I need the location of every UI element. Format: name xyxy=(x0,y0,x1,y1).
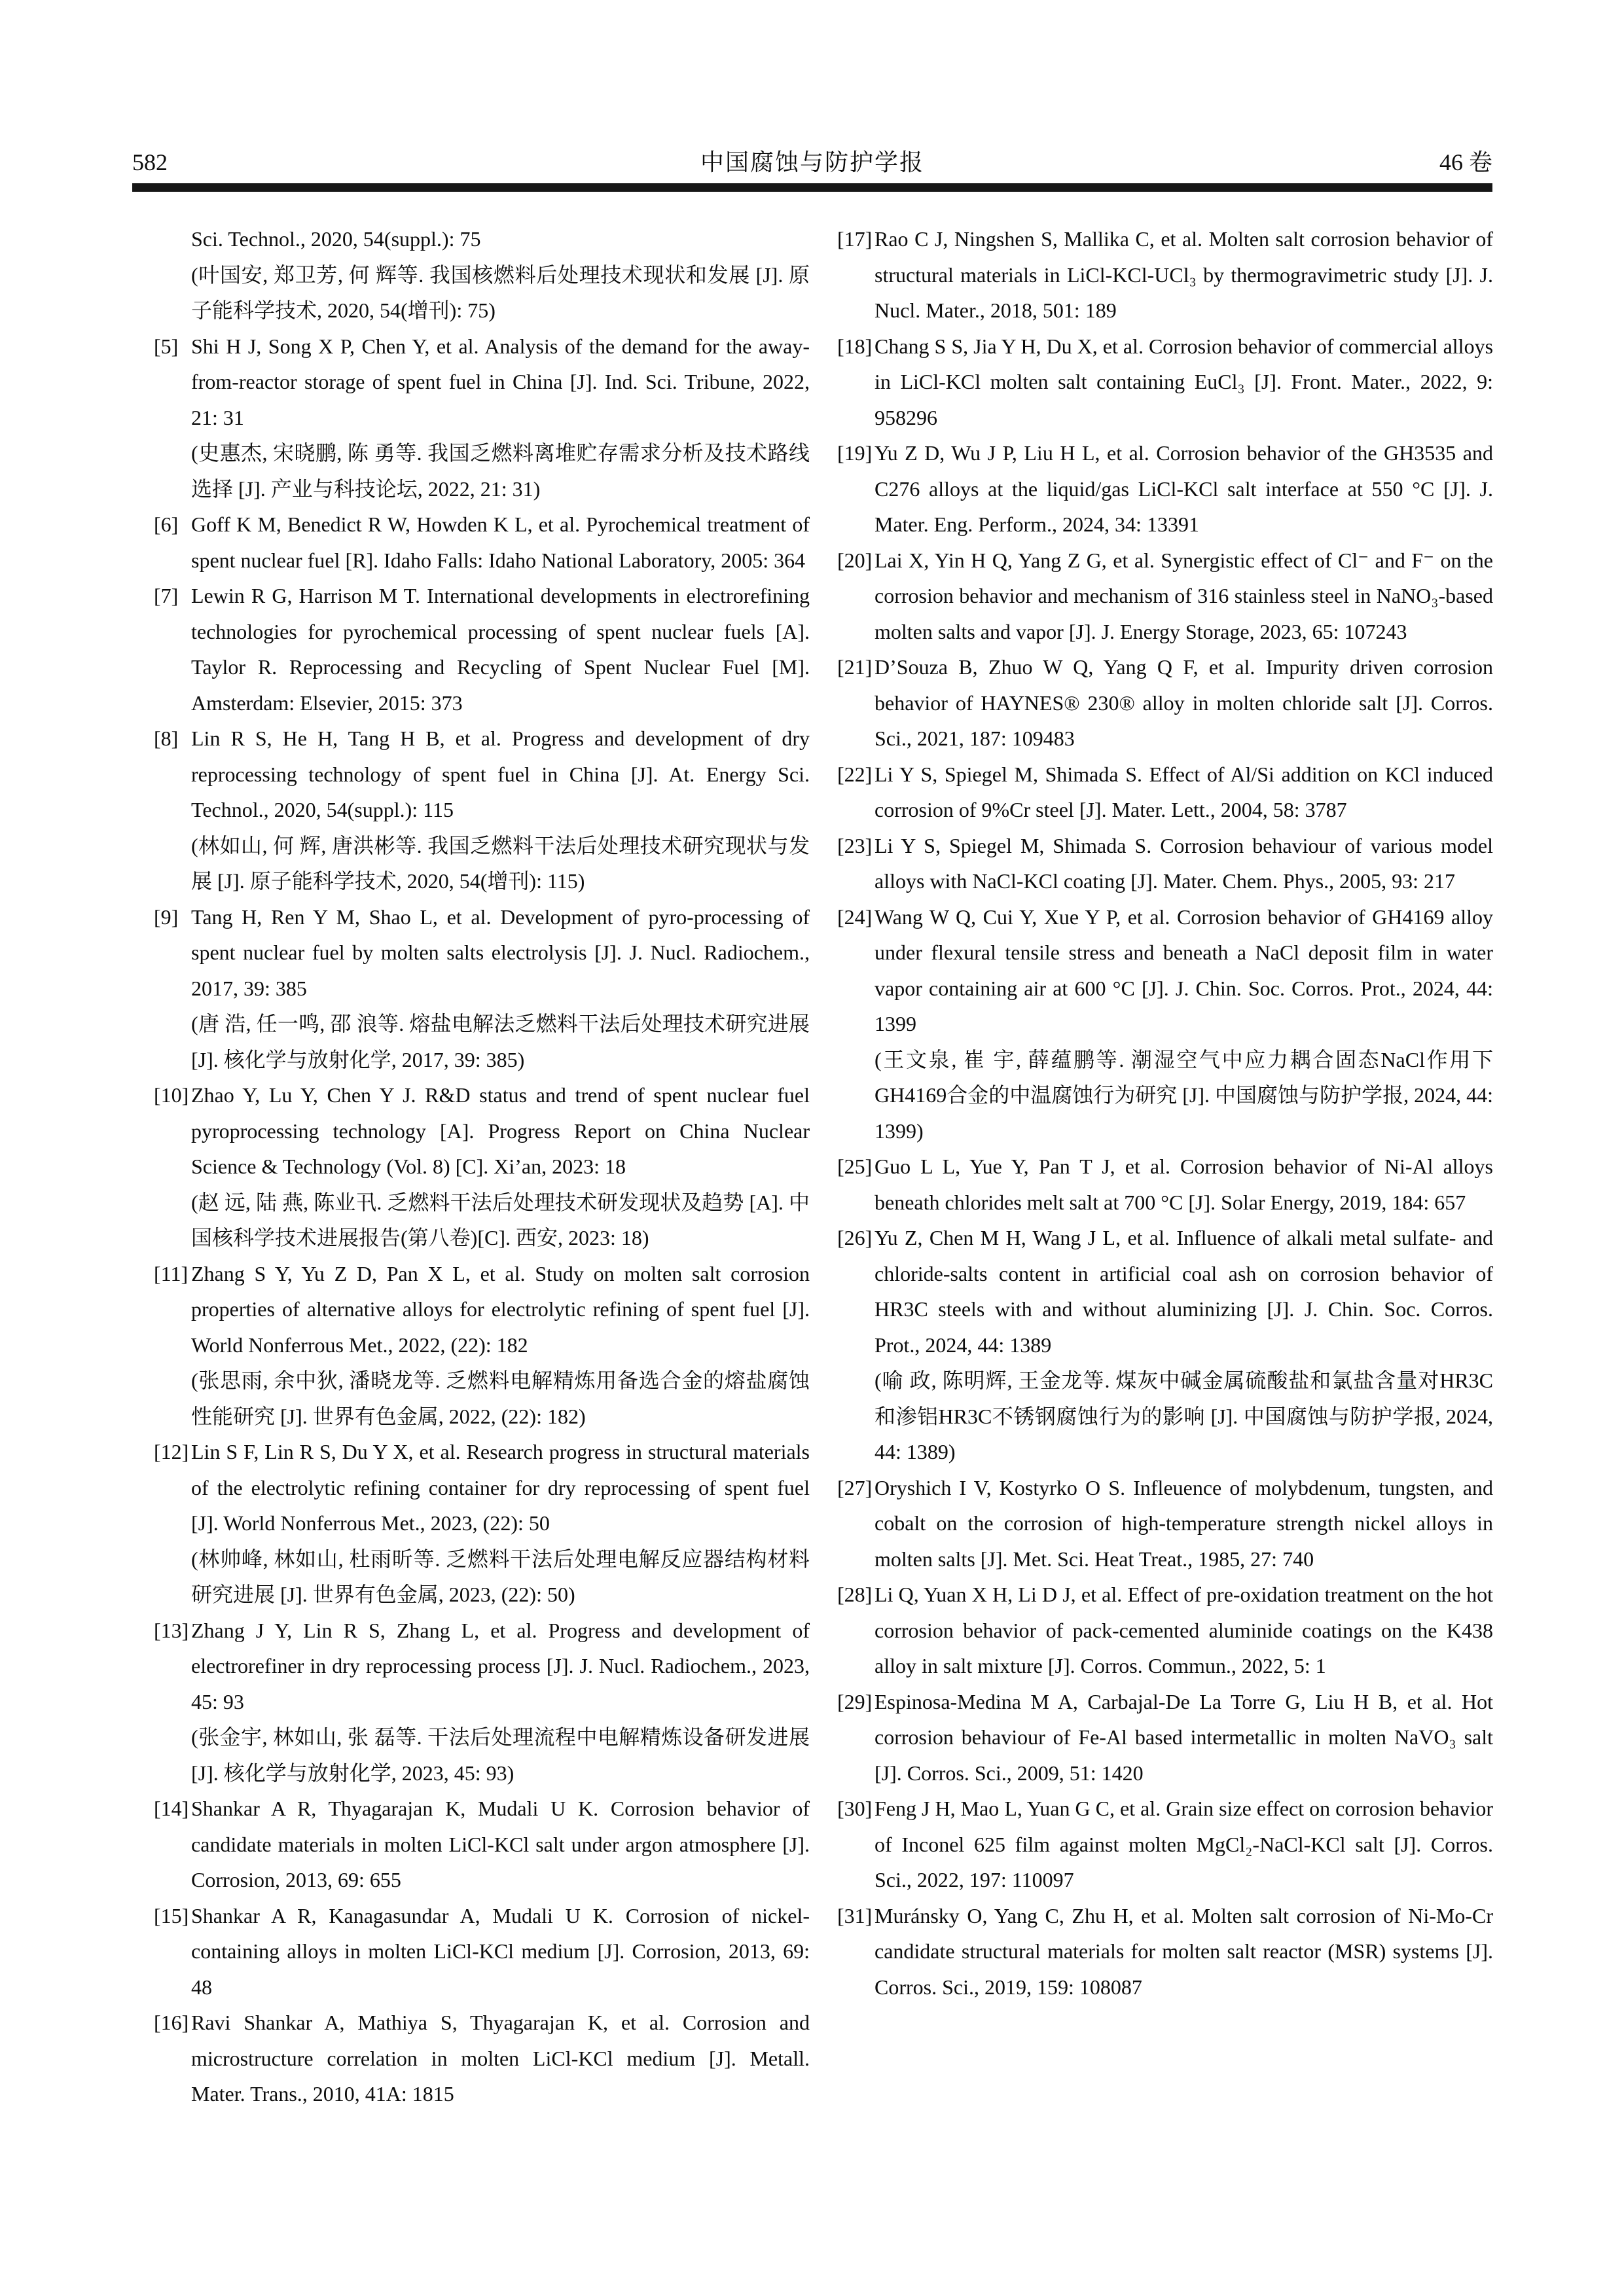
reference-number: [28] xyxy=(837,1583,873,1606)
reference-item xyxy=(837,1684,1493,1791)
reference-item xyxy=(837,329,1493,436)
reference-number: [26] xyxy=(837,1226,873,1249)
volume-label: 46 卷 xyxy=(1439,149,1492,175)
reference-item xyxy=(837,543,1493,650)
reference-text-en: Shi H J, Song X P, Chen Y, et al. Analysis of the demand for the away-from-reactor storage of spent fuel in China [J]. Ind. Sci. Tribune, 2022, 21: 31 xyxy=(191,334,810,429)
reference-text-en: Lewin R G, Harrison M T. International developments in electrorefining technologies for pyrochemical processing of spent nuclear fuels [A]. Taylor R. Reprocessing and Recycling of Spent Nuclear Fuel [M]. Amsterdam: Elsevier, 2015: 373 xyxy=(191,584,810,715)
reference-text-zh: (王文泉, 崔 宇, 薛蕴鹏等. 潮湿空气中应力耦合固态NaCl作用下GH4169合金的中温腐蚀行为研究 [J]. 中国腐蚀与防护学报, 2024, 44: 1399) xyxy=(875,1047,1493,1143)
reference-text-en: Muránsky O, Yang C, Zhu H, et al. Molten salt corrosion of Ni-Mo-Cr candidate structural materials for molten salt reactor (MSR) systems [J]. Corros. Sci., 2019, 159: 108087 xyxy=(875,1903,1493,1999)
reference-text-en: Li Y S, Spiegel M, Shimada S. Corrosion behaviour of various model alloys with NaCl-KCl coating [J]. Mater. Chem. Phys., 2005, 93: 217 xyxy=(875,833,1493,893)
reference-text-en: Yu Z D, Wu J P, Liu H L, et al. Corrosion behavior of the GH3535 and C276 alloys at the liquid/gas LiCl-KCl salt interface at 550 °C [J]. J. Mater. Eng. Perform., 2024, 34: 13391 xyxy=(875,441,1493,536)
reference-item xyxy=(837,221,1493,329)
references-section xyxy=(154,221,1493,2112)
reference-text-zh: (赵 远, 陆 燕, 陈业卂. 乏燃料干法后处理技术研发现状及趋势 [A]. 中国核科学技术进展报告(第八卷)[C]. 西安, 2023: 18) xyxy=(191,1190,810,1249)
reference-text-en: Lai X, Yin H Q, Yang Z G, et al. Synergistic effect of Cl⁻ and F⁻ on the corrosion behavior and mechanism of 316 stainless steel in NaNO₃-based molten salts and vapor [J]. J. Energy Storage, 2023, 65: 107243 xyxy=(875,548,1493,643)
reference-item xyxy=(837,1220,1493,1470)
reference-text-en: Feng J H, Mao L, Yuan G C, et al. Grain size effect on corrosion behavior of Inconel 625 film against molten MgCl₂-NaCl-KCl salt [J]. Corros. Sci., 2022, 197: 110097 xyxy=(875,1797,1493,1892)
reference-text-zh: (唐 浩, 任一鸣, 邵 浪等. 熔盐电解法乏燃料干法后处理技术研究进展 [J]. 核化学与放射化学, 2017, 39: 385) xyxy=(191,1012,810,1071)
reference-item xyxy=(837,828,1493,899)
reference-number: [27] xyxy=(837,1475,873,1499)
reference-number: [6] xyxy=(154,512,179,536)
reference-item xyxy=(837,1149,1493,1220)
reference-number: [5] xyxy=(154,334,179,358)
reference-text-en: Li Y S, Spiegel M, Shimada S. Effect of Al/Si addition on KCl induced corrosion of 9%Cr steel [J]. Mater. Lett., 2004, 58: 3787 xyxy=(875,762,1493,821)
reference-number: [29] xyxy=(837,1689,873,1713)
reference-item xyxy=(154,899,810,1078)
references-column-right xyxy=(837,221,1493,2112)
header-divider-rule xyxy=(132,183,1492,192)
reference-item xyxy=(154,1791,810,1898)
reference-item xyxy=(154,1613,810,1791)
reference-text-zh: (喻 政, 陈明辉, 王金龙等. 煤灰中碱金属硫酸盐和氯盐含量对HR3C和渗铝HR3C不锈钢腐蚀行为的影响 [J]. 中国腐蚀与防护学报, 2024, 44: 1389) xyxy=(875,1369,1493,1463)
reference-text-en: Tang H, Ren Y M, Shao L, et al. Development of pyro-processing of spent nuclear fuel by molten salts electrolysis [J]. J. Nucl. Radiochem., 2017, 39: 385 xyxy=(191,905,810,1000)
reference-text-en: Lin S F, Lin R S, Du Y X, et al. Research progress in structural materials of the electrolytic refining container for dry reprocessing of spent fuel [J]. World Nonferrous Met., 2023, (22): 50 xyxy=(191,1440,810,1535)
reference-number: [10] xyxy=(154,1083,189,1107)
page-header xyxy=(132,148,1492,177)
reference-item xyxy=(154,2005,810,2112)
reference-number: [25] xyxy=(837,1155,873,1178)
reference-number: [31] xyxy=(837,1903,873,1928)
reference-number: [12] xyxy=(154,1440,189,1463)
reference-item xyxy=(837,1470,1493,1577)
reference-number: [22] xyxy=(837,762,873,786)
reference-item xyxy=(154,1434,810,1613)
reference-number: [16] xyxy=(154,2011,189,2034)
reference-number: [15] xyxy=(154,1903,189,1928)
reference-text-en: Shankar A R, Kanagasundar A, Mudali U K. Corrosion of nickel-containing alloys in molten LiCl-KCl medium [J]. Corrosion, 2013, 69: 48 xyxy=(191,1903,810,1999)
reference-text-zh: (林帅峰, 林如山, 杜雨昕等. 乏燃料干法后处理电解反应器结构材料研究进展 [J]. 世界有色金属, 2023, (22): 50) xyxy=(191,1547,810,1606)
reference-item xyxy=(837,1898,1493,2005)
reference-text-en: Lin R S, He H, Tang H B, et al. Progress and development of dry reprocessing technology of spent fuel in China [J]. At. Energy Sci. Technol., 2020, 54(suppl.): 115 xyxy=(191,726,810,821)
reference-number: [17] xyxy=(837,227,873,251)
reference-item xyxy=(837,435,1493,543)
reference-text-en: Shankar A R, Thyagarajan K, Mudali U K. Corrosion behavior of candidate materials in molten LiCl-KCl salt under argon atmosphere [J]. Corrosion, 2013, 69: 655 xyxy=(191,1797,810,1892)
reference-item xyxy=(837,649,1493,757)
reference-text-en: Sci. Technol., 2020, 54(suppl.): 75 xyxy=(191,227,481,251)
reference-item xyxy=(837,1791,1493,1898)
reference-text-zh: (张金宇, 林如山, 张 磊等. 干法后处理流程中电解精炼设备研发进展 [J]. 核化学与放射化学, 2023, 45: 93) xyxy=(191,1725,810,1785)
reference-number: [13] xyxy=(154,1618,189,1642)
reference-number: [18] xyxy=(837,334,873,358)
reference-text-en: Zhang S Y, Yu Z D, Pan X L, et al. Study on molten salt corrosion properties of alternative alloys for electrolytic refining of spent fuel [J]. World Nonferrous Met., 2022, (22): 182 xyxy=(191,1261,810,1357)
reference-text-en: Chang S S, Jia Y H, Du X, et al. Corrosion behavior of commercial alloys in LiCl-KCl molten salt containing EuCl₃ [J]. Front. Mater., 2022, 9: 958296 xyxy=(875,334,1494,429)
reference-text-en: Zhao Y, Lu Y, Chen Y J. R&D status and trend of spent nuclear fuel pyroprocessing technology [A]. Progress Report on China Nuclear Science & Technology (Vol. 8) [C]. Xi’an, 2023: 18 xyxy=(191,1083,810,1178)
reference-number: [9] xyxy=(154,905,179,929)
reference-text-en: Rao C J, Ningshen S, Mallika C, et al. Molten salt corrosion behavior of structural materials in LiCl-KCl-UCl₃ by thermogravimetric study [J]. J. Nucl. Mater., 2018, 501: 189 xyxy=(875,227,1493,322)
reference-number: [11] xyxy=(154,1261,189,1285)
journal-title: 中国腐蚀与防护学报 xyxy=(700,149,924,175)
reference-text-en: Wang W Q, Cui Y, Xue Y P, et al. Corrosion behavior of GH4169 alloy under flexural tensile stress and beneath a NaCl deposit film in water vapor containing air at 600 °C [J]. J. Chin. Soc. Corros. Prot., 2024, 44: 1399 xyxy=(875,905,1493,1035)
reference-number: [23] xyxy=(837,833,873,857)
reference-item xyxy=(154,578,810,721)
reference-item xyxy=(154,1898,810,2005)
reference-item xyxy=(837,757,1493,828)
references-column-left xyxy=(154,221,810,2112)
page-number: 582 xyxy=(132,149,168,175)
reference-number: [20] xyxy=(837,548,873,572)
reference-item xyxy=(154,329,810,507)
reference-text-zh: (叶国安, 郑卫芳, 何 辉等. 我国核燃料后处理技术现状和发展 [J]. 原子能科学技术, 2020, 54(增刊): 75) xyxy=(191,262,810,322)
reference-number: [19] xyxy=(837,441,873,465)
reference-text-en: Ravi Shankar A, Mathiya S, Thyagarajan K, et al. Corrosion and microstructure correlation in molten LiCl-KCl medium [J]. Metall. Mater. Trans., 2010, 41A: 1815 xyxy=(191,2011,810,2106)
reference-text-en: Li Q, Yuan X H, Li D J, et al. Effect of pre-oxidation treatment on the hot corrosion behavior of pack-cemented aluminide coatings on the K438 alloy in salt mixture [J]. Corros. Commun., 2022, 5: 1 xyxy=(875,1583,1493,1677)
reference-text-en: Goff K M, Benedict R W, Howden K L, et al. Pyrochemical treatment of spent nuclear fuel [R]. Idaho Falls: Idaho National Laboratory, 2005: 364 xyxy=(191,512,810,572)
reference-text-zh: (史惠杰, 宋晓鹏, 陈 勇等. 我国乏燃料离堆贮存需求分析及技术路线选择 [J]. 产业与科技论坛, 2022, 21: 31) xyxy=(191,441,810,501)
reference-item xyxy=(154,1077,810,1256)
reference-number: [24] xyxy=(837,905,873,929)
reference-text-en: Guo L L, Yue Y, Pan T J, et al. Corrosion behavior of Ni-Al alloys beneath chlorides melt salt at 700 °C [J]. Solar Energy, 2019, 184: 657 xyxy=(875,1155,1493,1214)
reference-item xyxy=(154,1256,810,1435)
reference-text-en: D’Souza B, Zhuo W Q, Yang Q F, et al. Impurity driven corrosion behavior of HAYNES® 230® alloy in molten chloride salt [J]. Corros. Sci., 2021, 187: 109483 xyxy=(875,655,1493,750)
reference-text-en: Yu Z, Chen M H, Wang J L, et al. Influence of alkali metal sulfate- and chloride-salts content in artificial coal ash on corrosion behavior of HR3C steels with and without aluminizing [J]. J. Chin. Soc. Corros. Prot., 2024, 44: 1389 xyxy=(875,1226,1493,1357)
reference-number: [7] xyxy=(154,584,179,607)
reference-number: [21] xyxy=(837,655,873,679)
reference-number: [8] xyxy=(154,726,179,750)
reference-item xyxy=(154,507,810,578)
reference-text-en: Zhang J Y, Lin R S, Zhang L, et al. Progress and development of electrorefiner in dry reprocessing process [J]. J. Nucl. Radiochem., 2023, 45: 93 xyxy=(191,1618,810,1713)
reference-number: [14] xyxy=(154,1797,189,1820)
reference-item xyxy=(154,221,810,329)
reference-item xyxy=(154,721,810,899)
reference-text-en: Espinosa-Medina M A, Carbajal-De La Torre G, Liu H B, et al. Hot corrosion behaviour of Fe-Al based intermetallic in molten NaVO₃ salt [J]. Corros. Sci., 2009, 51: 1420 xyxy=(875,1689,1493,1785)
reference-item xyxy=(837,1577,1493,1684)
reference-item xyxy=(837,899,1493,1149)
reference-number: [30] xyxy=(837,1797,873,1820)
reference-text-zh: (林如山, 何 辉, 唐洪彬等. 我国乏燃料干法后处理技术研究现状与发展 [J]. 原子能科学技术, 2020, 54(增刊): 115) xyxy=(191,833,810,893)
reference-text-zh: (张思雨, 余中狄, 潘晓龙等. 乏燃料电解精炼用备选合金的熔盐腐蚀性能研究 [J]. 世界有色金属, 2022, (22): 182) xyxy=(191,1369,810,1428)
reference-text-en: Oryshich I V, Kostyrko O S. Infleuence of molybdenum, tungsten, and cobalt on the corrosion of high-temperature strength nickel alloys in molten salts [J]. Met. Sci. Heat Treat., 1985, 27: 740 xyxy=(875,1475,1493,1571)
